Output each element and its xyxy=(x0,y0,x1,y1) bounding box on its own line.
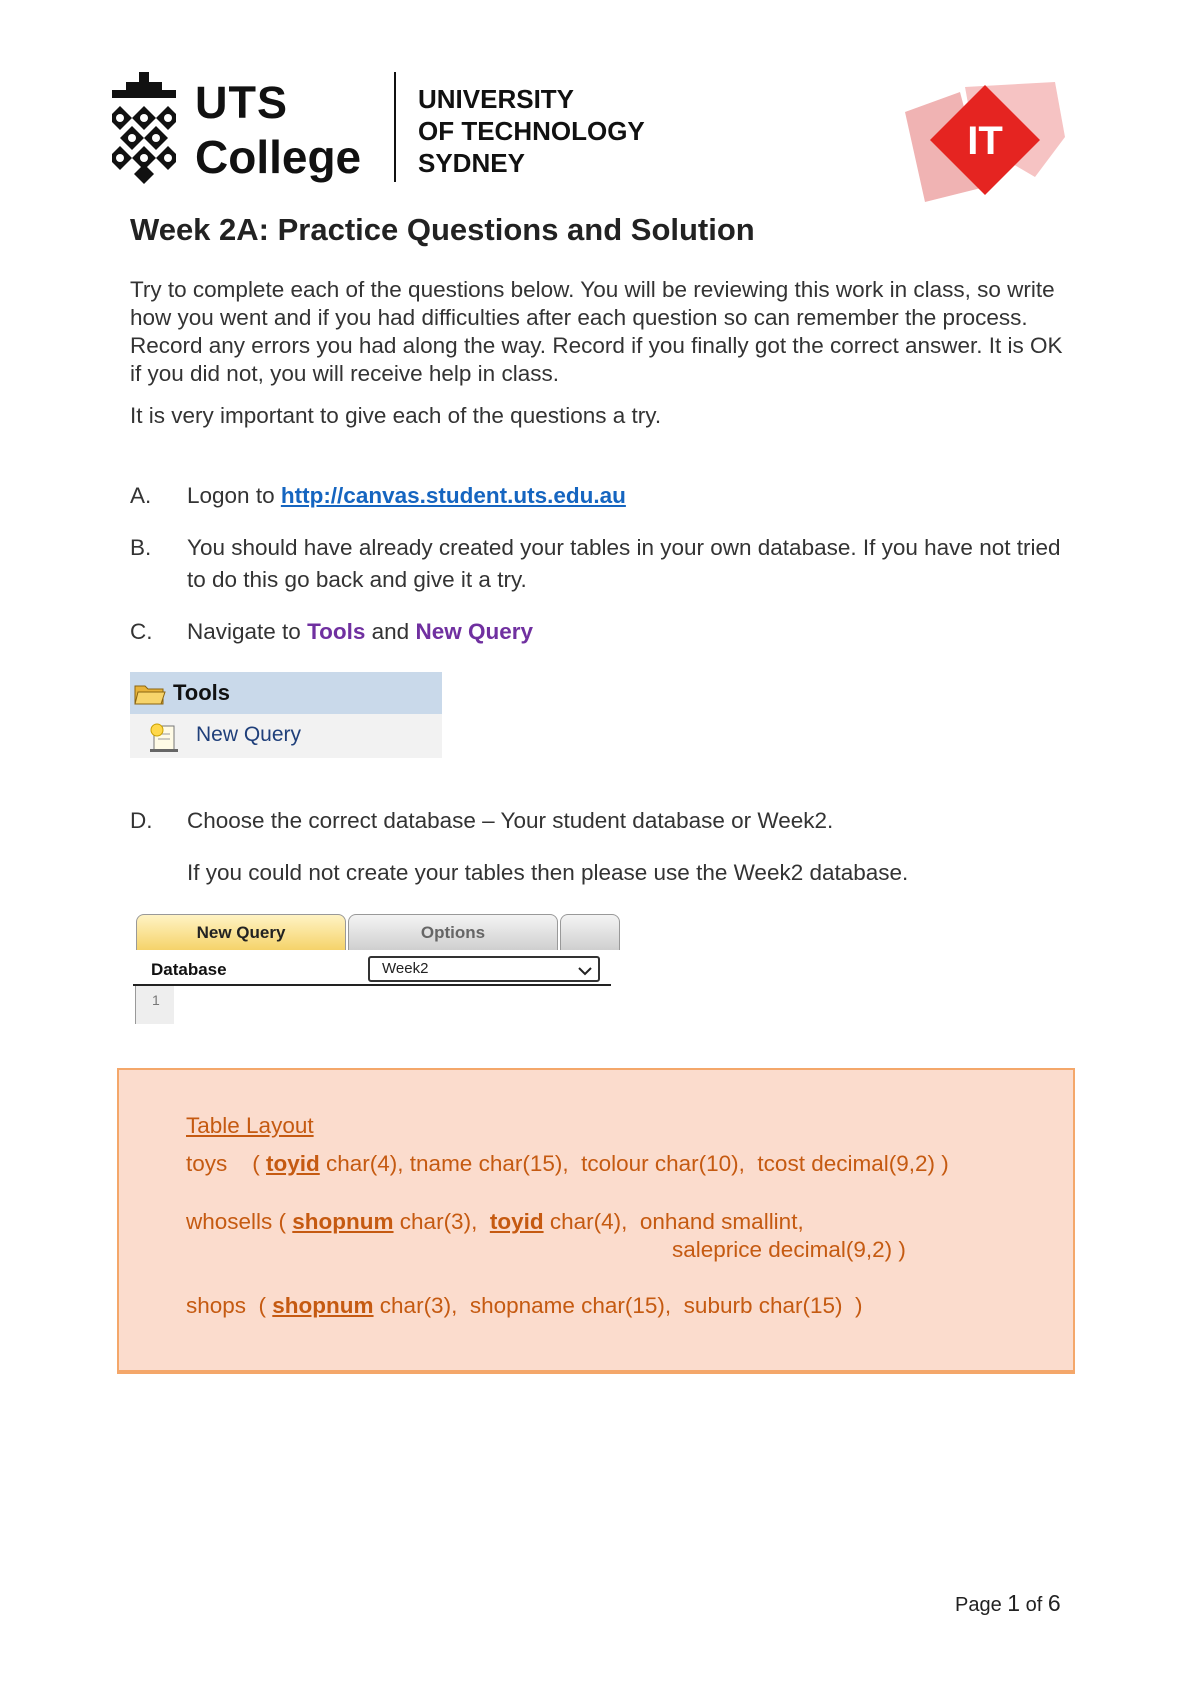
line-number: 1 xyxy=(152,992,160,1008)
step-d-note-text: If you could not create your tables then please use the Week2 database. xyxy=(187,860,909,885)
schema-prefix: shops ( xyxy=(186,1293,273,1318)
schema-rest: char(4), tname char(15), tcolour char(10), tcost decimal(9,2) ) xyxy=(319,1151,949,1176)
primary-key: shopnum xyxy=(272,1293,374,1318)
table-layout-heading: Table Layout xyxy=(186,1113,314,1138)
line-number-gutter xyxy=(135,986,174,1024)
database-value: Week2 xyxy=(382,960,429,977)
step-letter: D. xyxy=(130,808,153,833)
canvas-link[interactable]: http://canvas.student.uts.edu.au xyxy=(280,483,626,508)
database-label: Database xyxy=(151,960,227,979)
step-letter: B. xyxy=(130,535,152,560)
logo-uts-text: UTS xyxy=(195,77,288,128)
toys-schema xyxy=(186,1150,949,1178)
intro-emphasis: It is very important to give each of the questions a try. xyxy=(130,403,662,428)
page-total: 6 xyxy=(1047,1590,1061,1616)
tab-new-query[interactable]: New Query xyxy=(136,914,346,950)
query-panel xyxy=(133,912,611,1024)
step-b xyxy=(130,532,1080,596)
logo-technology-line: OF TECHNOLOGY xyxy=(418,116,645,146)
step-letter: A. xyxy=(130,483,152,508)
primary-key: toyid xyxy=(489,1209,544,1234)
logo-university-line: UNIVERSITY xyxy=(418,84,575,114)
schema-prefix: toys ( xyxy=(186,1151,267,1176)
database-select[interactable] xyxy=(368,956,600,982)
tools-reference: Tools xyxy=(307,619,366,644)
whosells-schema xyxy=(186,1208,804,1236)
intro-paragraph: Try to complete each of the questions below. You will be reviewing this work in class, so write how you went and if you had difficulties after each question so can remember the process. Record any errors you had along the way. Record if you finally got the correct answer. It is OK if you did not, you will receive help in class. xyxy=(130,277,1063,386)
it-badge-text: IT xyxy=(967,119,1003,163)
uts-crest-logo xyxy=(112,72,176,184)
it-badge-logo xyxy=(905,82,1070,212)
logo-college-text: College xyxy=(195,131,362,183)
step-d-text: Choose the correct database – Your student database or Week2. xyxy=(187,808,834,833)
page-of: of xyxy=(1020,1594,1048,1616)
tools-header[interactable] xyxy=(130,672,442,714)
tab-options[interactable]: Options xyxy=(348,914,558,950)
page-title: Week 2A: Practice Questions and Solution xyxy=(130,212,755,247)
page-number xyxy=(955,1590,1061,1617)
new-query-reference: New Query xyxy=(415,619,533,644)
schema-rest: char(4), onhand smallint, xyxy=(543,1209,804,1234)
folder-icon xyxy=(134,682,166,706)
tools-heading: Tools xyxy=(173,680,231,705)
tab-more[interactable] xyxy=(560,914,620,950)
step-c-prefix: Navigate to xyxy=(187,619,308,644)
tools-panel xyxy=(130,672,442,758)
divider xyxy=(133,984,611,986)
page-current: 1 xyxy=(1007,1590,1021,1616)
new-query-menu-item[interactable]: New Query xyxy=(196,723,302,746)
step-b-text: You should have already created your tables in your own database. If you have not tried to do this go back and give it a try. xyxy=(187,535,1061,592)
page-label: Page xyxy=(955,1594,1008,1616)
schema-rest: char(3), shopname char(15), suburb char(15) ) xyxy=(373,1293,863,1318)
schema-prefix: whosells ( xyxy=(186,1209,293,1234)
step-c-and: and xyxy=(365,619,416,644)
logo-sydney-line: SYDNEY xyxy=(418,148,525,178)
logo-divider xyxy=(394,72,396,182)
step-a-prefix: Logon to xyxy=(187,483,281,508)
step-letter: C. xyxy=(130,619,153,644)
primary-key: toyid xyxy=(266,1151,320,1176)
primary-key: shopnum xyxy=(292,1209,394,1234)
shops-schema xyxy=(186,1292,863,1320)
chevron-down-icon xyxy=(578,963,592,973)
schema-mid: char(3), xyxy=(393,1209,490,1234)
whosells-schema-cont: saleprice decimal(9,2) ) xyxy=(672,1237,906,1262)
new-query-icon[interactable] xyxy=(148,722,180,754)
